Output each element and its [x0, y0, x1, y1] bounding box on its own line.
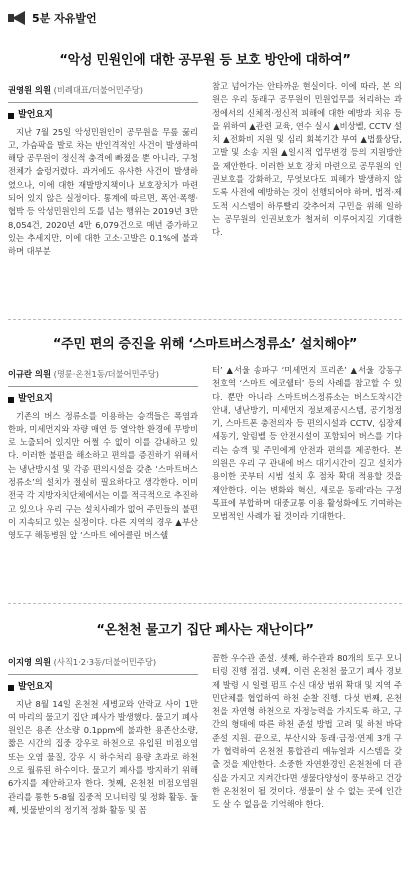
member-affiliation: (사직1·2·3동/더불어민주당) — [53, 657, 157, 667]
article-3 — [0, 604, 410, 884]
article-right-column — [212, 80, 402, 310]
square-bullet-icon — [8, 397, 14, 403]
member-affiliation: (명륜·온천1동/더불어민주당) — [53, 369, 159, 379]
summary-heading — [8, 681, 198, 694]
article-body-text: 터’ ▲서울 송파구 ‘미세먼지 프리존’ ▲서울 강동구 천호역 ‘스마트 에코쉘터’ 등의 사례를 참고할 수 있다. 뿐만 아니라 스마트버스정류소는 버스도착시간 안내, 냉난방기, 미세먼지 정보제공시스템, 공기청정기, 스마트폰 충전의자 등 편의시설과 CCTV, 심장제세동기, 알림벨 등 안전시설이 포함되어 버스를 기다리는 승객 및 주민에게 안전과 편의를 제공한다. 본 의원은 우리 구 관내에 버스 대기시간이 길고 설치가 용이한 곳부터 시범 설치 후 점차 확대 적용할 것을 제안한다. 이는 변화와 혁신, 새로운 동래’라는 구정목표에 부합하며 대중교통 이용 활성화에도 기여하는 모범적인 사례가 될 것이라 기대한다. — [212, 365, 402, 522]
article-left-column — [8, 364, 198, 596]
summary-label: 발언요지 — [18, 110, 53, 121]
article-body-text: 지난 8월 14일 온천천 세병교와 안락교 사이 1만여 마리의 물고기 집단 폐사가 발생했다. 물고기 폐사 원인은 용존 산소량 0.1ppm에 불과한 용존산소량, 짧은 시간의 집중 강우로 하천으로 유입된 비점오염 또는 오염 물질, 강우 시 하수처리 용량 초과로 하천으로 월류된 하수이다. 물고기 폐사를 방지하기 위해 6가지를 제안하고자 한다. 첫째, 온천천 비점오염원 관리를 통한 5-8월 집중적 모니터링 및 정화 활동. 둘째, 빗물받이의 정기적 정화 활동 및 꼼 — [8, 698, 198, 815]
article-2 — [0, 320, 410, 603]
section-header — [0, 0, 410, 36]
article-1 — [0, 36, 410, 319]
article-left-column — [8, 80, 198, 310]
article-body-text: 꼼한 우수관 준설. 셋째, 하수관과 80개의 토구 모니터링 진행 점검. 넷째, 이런 온천천 물고기 폐사 경보제 발령 시 일렬 펌프 수신 대상 범위 확대 및 지역 주민단체를 협업하여 하천 순찰 진행. 다섯 번째, 온천천을 자연형 하천으로 자정능력을 가지도록 하고, 구간의 형태에 따른 하천 준설 방법 고려 및 하천 바닥 준설 지원. 끝으로, 부산시와 동래·금정·연제 3개 구가 협력하여 온천천 통합관리 매뉴얼과 시스템을 갖출 것을 제안한다. 소중한 자연환경인 온천천에 더 관심을 가지고 지켜간다면 생물다양성이 풍부하고 건강한 온천천이 될 것이다. 생물이 살 수 없는 곳에 인간도 살 수 없음을 기억해야 한다. — [212, 653, 402, 810]
article-right-column — [212, 364, 402, 596]
byline — [8, 652, 198, 671]
divider — [8, 386, 198, 387]
byline — [8, 80, 198, 99]
summary-heading — [8, 393, 198, 406]
member-affiliation: (비례대표/더불어민주당) — [53, 85, 144, 95]
article-title: “악성 민원인에 대한 공무원 등 보호 방안에 대하여” — [59, 52, 351, 68]
square-bullet-icon — [8, 685, 14, 691]
article-body-text: 참고 넘어가는 안타까운 현실이다. 이에 따라, 본 의원은 우리 동래구 공무원이 민원업무를 처리하는 과정에서의 신체적·정신적 피해에 대한 예방과 치유 등을 위하여 ▲관련 교육, 연수 실시 ▲비상벨, CCTV 설치 ▲전화비 지원 및 심리 회복기간 부여 ▲법률상담, 고발 및 소송 지원 ▲일시적 업무변경 등의 지원방안을 제안한다. 이러한 보호 장치 마련으로 공무원의 인권보호를 강화하고, 무엇보다도 피해가 발생하지 않도록 사전에 예방하는 것이 선행되어야 하며, 법적·제도적 시스템이 하루빨리 갖추어져 구민을 위해 일하는 공무원의 인권보호가 철저히 이루어지길 기대한다. — [212, 81, 402, 238]
article-left-column — [8, 652, 198, 880]
summary-heading — [8, 109, 198, 122]
megaphone-icon — [8, 10, 28, 26]
summary-label: 발언요지 — [18, 682, 53, 693]
divider — [8, 674, 198, 675]
square-bullet-icon — [8, 113, 14, 119]
divider — [8, 102, 198, 103]
article-title: “온천천 물고기 집단 폐사는 재난이다” — [96, 622, 314, 638]
member-name: 이지영 의원 — [8, 657, 51, 667]
member-name: 이규란 의원 — [8, 369, 51, 379]
article-body-text: 기존의 버스 정류소를 이용하는 승객들은 폭염과 한파, 미세먼지와 자량 매연 등 열악한 환경에 무방비로 노출되어 있지만 어쩔 수 없이 이를 감내하고 있다. 이러한 불편을 해소하고 편의를 증진하기 위해서는 냉난방시설 및 각종 편의시설을 갖춘 ‘스마트버스정류소’의 설치가 절실히 필요하다고 생각한다. 이미 전국 각 지방자치단체에서는 이를 적극적으로 추진하고 있으나 우리 구는 설치사례가 없어 주민들의 불편이 지속되고 있는 실정이다. 다른 지역의 경우 ▲부산 영도구 해동병원 앞 ‘스마트 에어클린 버스쉘 — [8, 410, 198, 541]
member-name: 권영원 의원 — [8, 85, 51, 95]
article-title: “주민 편의 증진을 위해 ‘스마트버스정류소’ 설치해야” — [52, 336, 358, 352]
section-label: 5분 자유발언 — [32, 12, 97, 25]
byline — [8, 364, 198, 383]
summary-label: 발언요지 — [18, 394, 53, 405]
article-body-text: 지난 7월 25일 악성민원인이 공무원을 무릎 꿇리고, 가슴팍을 발로 차는 반인격적인 사건이 발생하여 해당 공무원이 정신적 충격에 빠졌을 뿐 아니라, 구청 전체가 술렁거렸다. 과거에도 유사한 사건이 발생하였으나, 이에 대한 재발방지책이나 보호장치가 마련되어 있지 않은 실정이다. 통계에 따르면, 폭언·폭행·협박 등 악성민원인의 도를 넘는 행위는 2019년 3만 8,054건, 2020년 4만 6,079건으로 매년 증가하고 있는 추세지만, 이에 대한 고소·고발은 0.1%에 불과하며 대부분 — [8, 126, 198, 257]
article-right-column — [212, 652, 402, 880]
